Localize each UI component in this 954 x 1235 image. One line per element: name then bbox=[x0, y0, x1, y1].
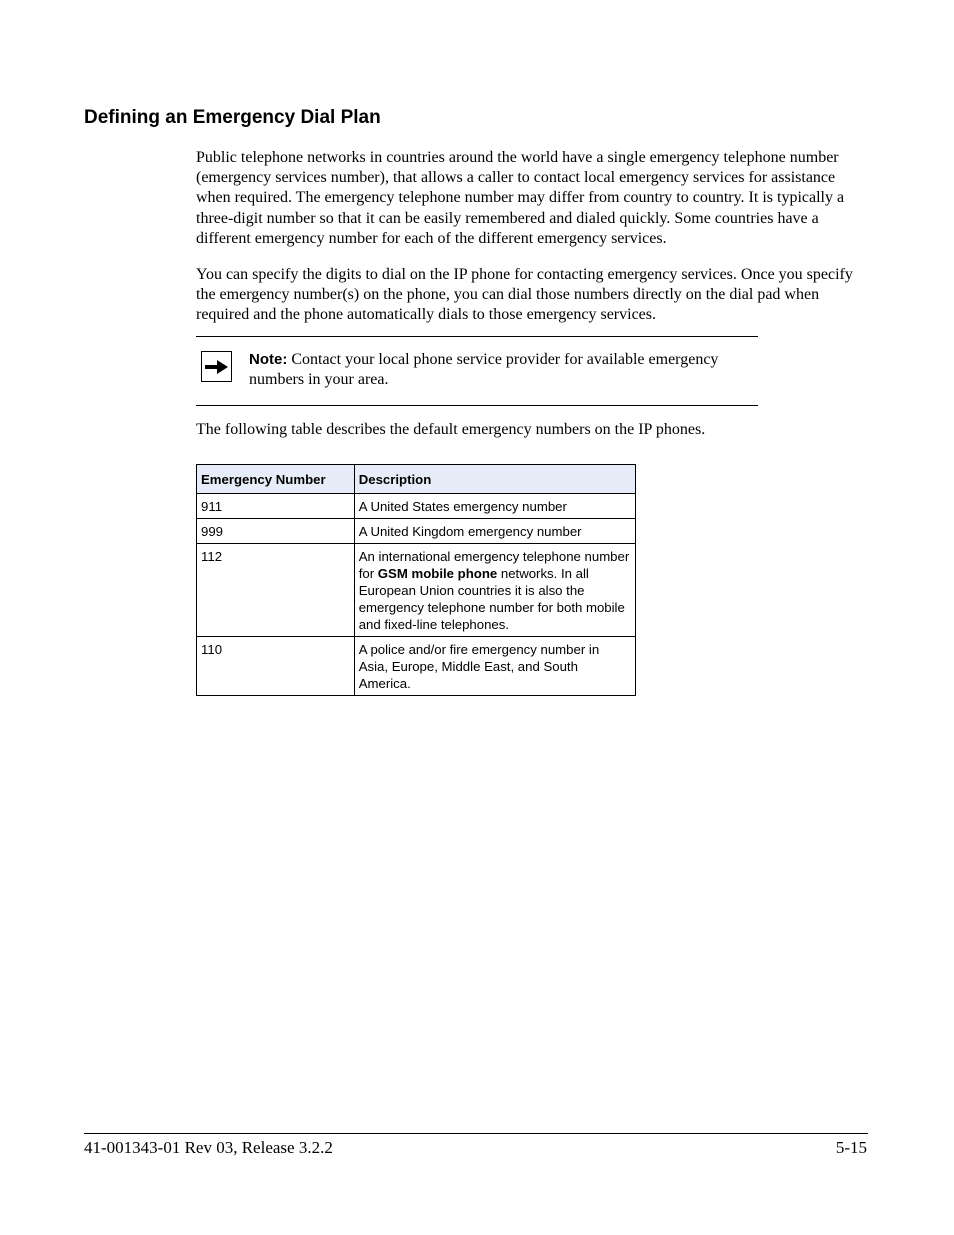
description-text: networks. In all European Union countries it is also the emergency telephone number for both mobile and fixed-line telephones. bbox=[358, 566, 625, 632]
table-row bbox=[197, 519, 636, 544]
emergency-numbers-table bbox=[196, 464, 636, 696]
note-bottom-rule bbox=[196, 405, 758, 406]
table-header-row bbox=[197, 465, 636, 494]
table-row bbox=[197, 494, 636, 519]
table-intro-paragraph: The following table describes the default emergency numbers on the IP phones. bbox=[196, 421, 706, 438]
footer-document-id: 41-001343-01 Rev 03, Release 3.2.2 bbox=[84, 1138, 333, 1157]
note-top-rule bbox=[196, 336, 758, 337]
gsm-bold-text: GSM mobile phone bbox=[377, 566, 498, 581]
description-cell: A United States emergency number bbox=[354, 494, 635, 519]
footer-rule bbox=[84, 1133, 868, 1134]
description-cell: A police and/or fire emergency number in Asia, Europe, Middle East, and South America. bbox=[354, 637, 635, 696]
number-cell: 112 bbox=[197, 544, 355, 637]
table-row bbox=[197, 637, 636, 696]
header-emergency-number: Emergency Number bbox=[197, 465, 355, 494]
number-cell: 110 bbox=[197, 637, 355, 696]
section-heading: Defining an Emergency Dial Plan bbox=[84, 107, 381, 128]
description-cell: A United Kingdom emergency number bbox=[354, 519, 635, 544]
table-row bbox=[197, 544, 636, 637]
note-text bbox=[249, 350, 759, 390]
header-description: Description bbox=[354, 465, 635, 494]
number-cell: 999 bbox=[197, 519, 355, 544]
note-body: Contact your local phone service provider for available emergency numbers in your area. bbox=[249, 351, 719, 389]
specify-digits-paragraph: You can specify the digits to dial on the IP phone for contacting emergency services. Once you specify the emergency number(s) on the phone, you can dial those numbers directly on the dial pad when required and the phone automatically dials to those emergency services. bbox=[196, 266, 853, 324]
description-text: An international emergency telephone number for bbox=[358, 549, 630, 581]
footer-page-number: 5-15 bbox=[835, 1138, 867, 1157]
number-cell: 911 bbox=[197, 494, 355, 519]
note-label: Note: bbox=[249, 351, 288, 368]
intro-paragraph: Public telephone networks in countries around the world have a single emergency telephone number (emergency services number), that allows a caller to contact local emergency services for assistance when required. The emergency telephone number may differ from country to country. It is typically a three-digit number so that it can be easily remembered and dialed quickly. Some countries have a different emergency number for each of the different emergency services. bbox=[196, 149, 845, 247]
arrow-right-icon bbox=[201, 351, 232, 382]
description-cell bbox=[354, 544, 635, 637]
